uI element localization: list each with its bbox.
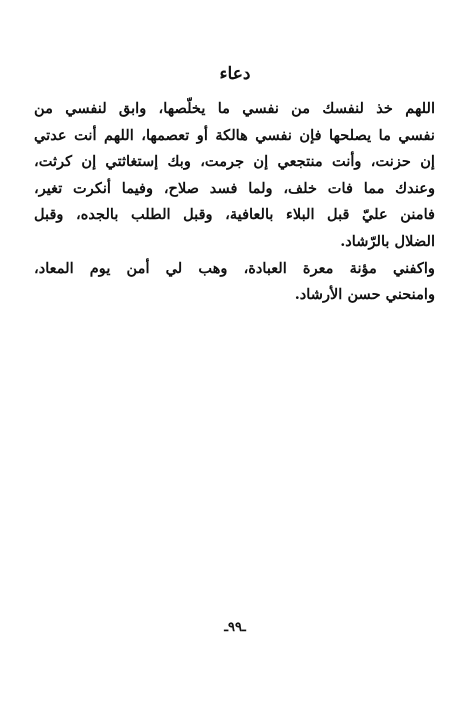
text-line: وعندك مما فات خلف، ولما فسد صلاح، وفيما أنكرت تغير، [34, 179, 435, 197]
text-line: فامنن عليّ قبل البلاء بالعافية، وقبل الطلب بالجده، وقبل [34, 206, 435, 224]
page-number: ـ٩٩ـ [224, 620, 246, 635]
text-line: واكفني مؤنة معرة العبادة، وهب لي أمن يوم المعاد، [34, 259, 435, 277]
paragraph-2 [34, 256, 435, 309]
page-heading: دعاء [219, 64, 251, 84]
text-line: وامنحني حسن الأرشاد. [294, 286, 435, 304]
prayer-text [34, 96, 435, 309]
text-line: نفسي ما يصلحها فإن نفسي هالكة أو تعصمها، اللهم أنت عدتي [34, 126, 435, 144]
text-line: الضلال بالرّشاد. [340, 232, 435, 250]
paragraph-1 [34, 96, 435, 256]
text-line: إن حزنت، وأنت منتجعي إن جرمت، وبك إستغاثتي إن كرثت، [34, 153, 435, 171]
text-line: اللهم خذ لنفسك من نفسي ما يخلّصها، وابق لنفسي من [34, 100, 435, 117]
